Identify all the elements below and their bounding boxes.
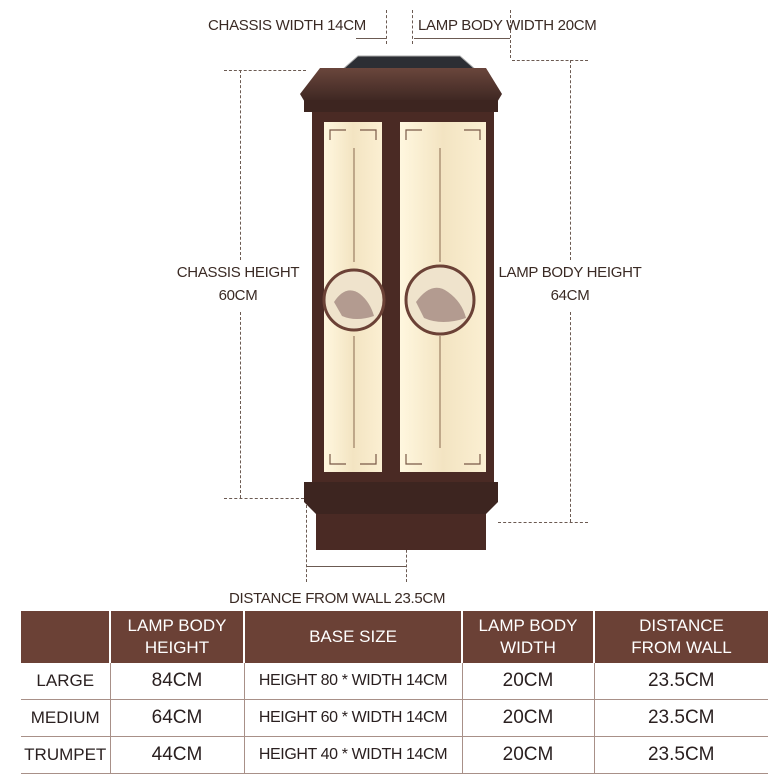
lamp-body-width-tick-left	[412, 10, 413, 44]
header-text: LAMP BODY	[127, 616, 227, 635]
header-text: LAMP BODY	[478, 616, 578, 635]
chassis-height-title: CHASSIS HEIGHT	[176, 264, 300, 281]
cell-distance: 23.5CM	[594, 737, 768, 774]
distance-line	[306, 566, 406, 567]
table-row	[21, 700, 768, 737]
header-distance-from-wall	[594, 611, 768, 663]
cell-size: LARGE	[21, 663, 110, 700]
cell-width: 20CM	[462, 663, 594, 700]
header-text: WIDTH	[500, 638, 556, 657]
lamp-body-height-label	[490, 264, 650, 305]
chassis-width-line	[356, 38, 386, 39]
cell-width: 20CM	[462, 737, 594, 774]
cell-distance: 23.5CM	[594, 663, 768, 700]
chassis-width-tick-left	[386, 10, 387, 44]
header-base-size: BASE SIZE	[244, 611, 462, 663]
cell-base-size: HEIGHT 80 * WIDTH 14CM	[244, 663, 462, 700]
header-text: FROM WALL	[631, 638, 732, 657]
spec-table	[21, 611, 768, 774]
cell-height: 64CM	[110, 700, 244, 737]
cell-size: MEDIUM	[21, 700, 110, 737]
base-block	[316, 514, 486, 550]
lamp-body-width-label: LAMP BODY WIDTH 20CM	[418, 17, 597, 34]
lamp-body-height-top-line	[512, 60, 588, 61]
header-lamp-body-height	[110, 611, 244, 663]
lamp-body-height-line-lower	[570, 312, 571, 522]
lamp-illustration	[290, 40, 512, 555]
base-cap	[304, 482, 498, 514]
lamp-body-height-value: 64CM	[550, 287, 590, 304]
lamp-body-width-line	[414, 38, 510, 39]
table-header-row	[21, 611, 768, 663]
cell-distance: 23.5CM	[594, 700, 768, 737]
chassis-width-label: CHASSIS WIDTH 14CM	[208, 17, 366, 34]
chassis-height-label	[172, 264, 304, 305]
cell-height: 84CM	[110, 663, 244, 700]
cell-size: TRUMPET	[21, 737, 110, 774]
table-row	[21, 663, 768, 700]
header-size	[21, 611, 110, 663]
chassis-height-value: 60CM	[218, 287, 258, 304]
roof	[300, 68, 502, 104]
cell-height: 44CM	[110, 737, 244, 774]
header-lamp-body-width	[462, 611, 594, 663]
chassis-height-line	[240, 70, 241, 260]
distance-from-wall-label: DISTANCE FROM WALL 23.5CM	[229, 590, 446, 607]
cell-base-size: HEIGHT 60 * WIDTH 14CM	[244, 700, 462, 737]
header-text: HEIGHT	[144, 638, 210, 657]
table-row	[21, 737, 768, 774]
header-text: DISTANCE	[639, 616, 724, 635]
cell-width: 20CM	[462, 700, 594, 737]
chassis-height-line-lower	[240, 312, 241, 498]
solar-panel	[342, 56, 476, 70]
lamp-body-height-title: LAMP BODY HEIGHT	[498, 264, 642, 281]
roof-rim	[304, 100, 498, 112]
lamp-body-height-line	[570, 60, 571, 260]
cell-base-size: HEIGHT 40 * WIDTH 14CM	[244, 737, 462, 774]
